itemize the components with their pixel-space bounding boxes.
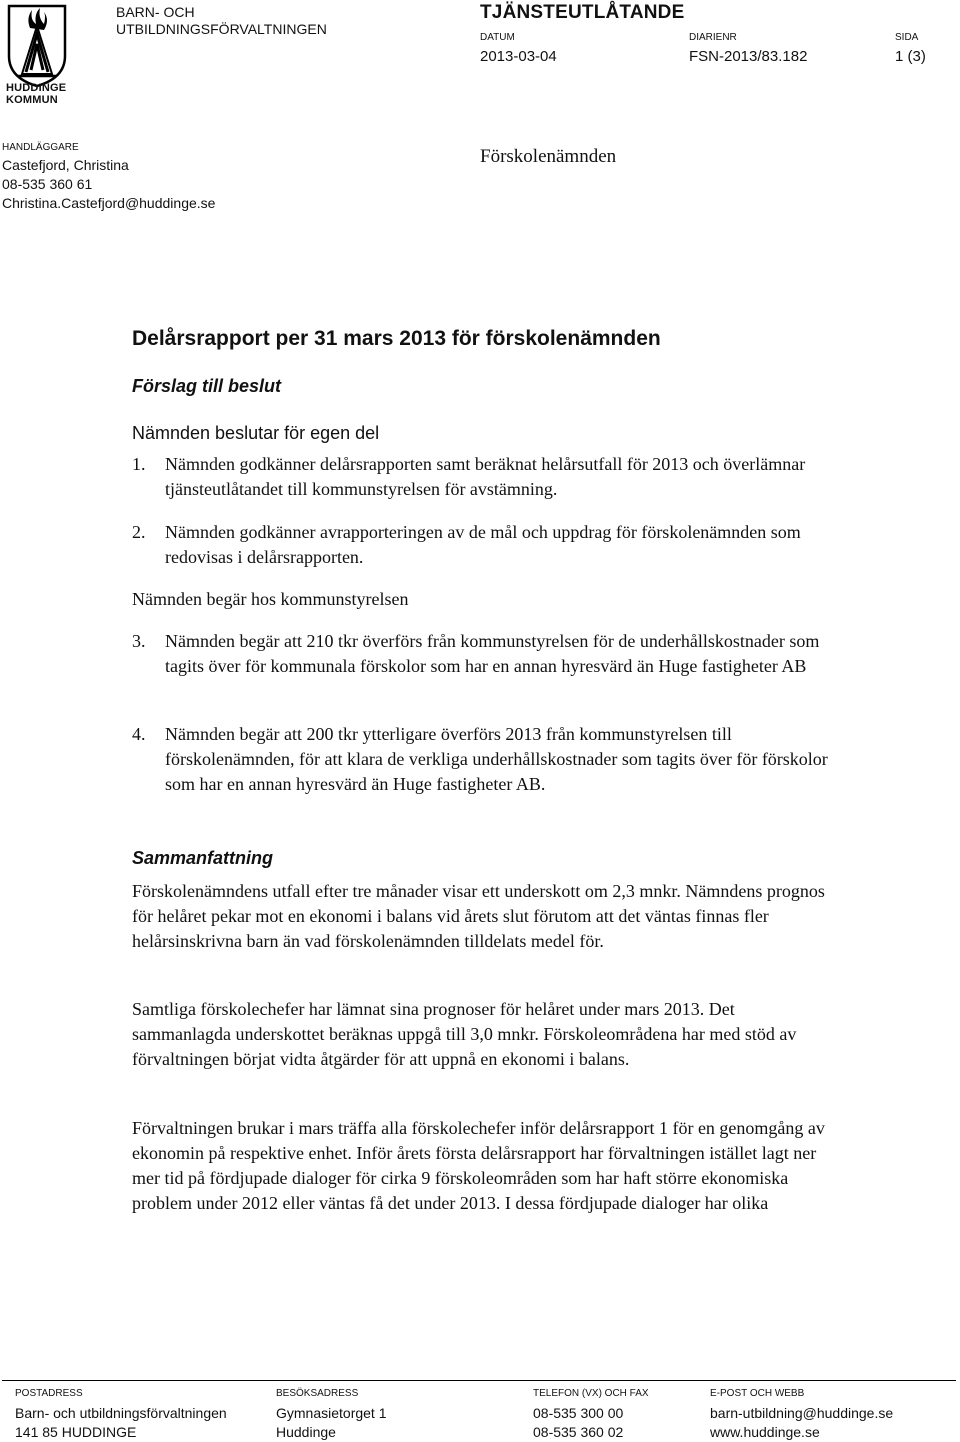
footer-post-line1: Barn- och utbildningsförvaltningen bbox=[15, 1405, 227, 1421]
ref-value: FSN-2013/83.182 bbox=[689, 48, 808, 65]
decision-item-number: 4. bbox=[132, 724, 146, 744]
decision-item-text: Nämnden godkänner delårsrapporten samt beräknat helårsutfall för 2013 och överlämnar tjänsteutlåtandet till kommunstyrelsen för avstämning. bbox=[165, 454, 806, 499]
footer-divider bbox=[2, 1380, 956, 1381]
decision-item-text: Nämnden begär att 210 tkr överförs från kommunstyrelsen för de underhållskostnader som tagits över för kommunala förskolor som har en annan hyresvärd än Huge fastigheter AB bbox=[165, 631, 820, 676]
footer-visit-line2: Huddinge bbox=[276, 1424, 336, 1440]
decision-item-text: Nämnden godkänner avrapporteringen av de mål och uppdrag för förskolenämnden som redovisas i delårsrapporten. bbox=[165, 522, 801, 567]
ref-label: DIARIENR bbox=[689, 32, 737, 43]
own-part-intro: Nämnden beslutar för egen del bbox=[132, 423, 380, 443]
page-label: SIDA bbox=[895, 32, 919, 43]
logo-text-line2: KOMMUN bbox=[6, 94, 58, 106]
org-line1: BARN- OCH bbox=[116, 4, 195, 20]
document-title: Delårsrapport per 31 mars 2013 för förskolenämnden bbox=[132, 327, 661, 350]
footer-web-label: E-POST OCH WEBB bbox=[710, 1388, 805, 1399]
decision-item-3 bbox=[132, 629, 832, 679]
logo-text-line1: HUDDINGE bbox=[6, 82, 67, 94]
decision-item-number: 1. bbox=[132, 454, 146, 474]
footer-post-line2: 141 85 HUDDINGE bbox=[15, 1424, 137, 1440]
footer-email: barn-utbildning@huddinge.se bbox=[710, 1405, 894, 1421]
footer-phone-line2: 08-535 360 02 bbox=[533, 1424, 624, 1440]
proposal-heading: Förslag till beslut bbox=[132, 376, 282, 396]
org-line2: UTBILDNINGSFÖRVALTNINGEN bbox=[116, 21, 327, 37]
handler-email: Christina.Castefjord@huddinge.se bbox=[2, 195, 216, 211]
date-label: DATUM bbox=[480, 32, 515, 43]
handler-phone: 08-535 360 61 bbox=[2, 176, 93, 192]
handler-label: HANDLÄGGARE bbox=[2, 142, 79, 153]
summary-paragraph-2: Samtliga förskolechefer har lämnat sina prognoser för helåret under mars 2013. Det sammanlagda underskottet beräknas uppgå till 3,0 mnkr. Förskoleområdena har med stöd av förvaltningen börjat vidta åtgärder för att uppnå en ekonomi i balans. bbox=[132, 999, 797, 1069]
handler-name: Castefjord, Christina bbox=[2, 157, 129, 173]
summary-heading: Sammanfattning bbox=[132, 848, 274, 868]
huddinge-kommun-logo bbox=[6, 4, 68, 106]
footer-visit-label: BESÖKSADRESS bbox=[276, 1388, 359, 1399]
decision-item-4 bbox=[132, 722, 832, 797]
summary-paragraph-1: Förskolenämndens utfall efter tre månader visar ett underskott om 2,3 mnkr. Nämndens prognos för helåret pekar mot en ekonomi i balans vid årets slut förutom att det väntas finnas fler helårsinskrivna barn än vad förskolenämnden tilldelats medel för. bbox=[132, 881, 825, 951]
decision-item-1 bbox=[132, 452, 832, 502]
recipient: Förskolenämnden bbox=[480, 146, 617, 167]
summary-paragraph-3: Förvaltningen brukar i mars träffa alla förskolechefer inför delårsrapport 1 för en genomgång av ekonomin på respektive enhet. Inför årets första delårsrapport har förvaltningen istället lagt ner mer tid på fördjupade dialoger för cirka 9 förskoleområden som har haft större ekonomiska problem under 2012 eller väntas få det under 2013. I dessa fördjupade dialoger har olika bbox=[132, 1118, 825, 1213]
organisation-name bbox=[116, 4, 327, 38]
page-number: 1 (3) bbox=[895, 48, 926, 65]
request-intro: Nämnden begär hos kommunstyrelsen bbox=[132, 589, 409, 609]
decision-item-number: 2. bbox=[132, 522, 146, 542]
footer-phone-label: TELEFON (VX) OCH FAX bbox=[533, 1388, 649, 1399]
date-value: 2013-03-04 bbox=[480, 48, 557, 65]
footer-visit-line1: Gymnasietorget 1 bbox=[276, 1405, 387, 1421]
footer-website: www.huddinge.se bbox=[710, 1424, 820, 1440]
footer-post-label: POSTADRESS bbox=[15, 1388, 83, 1399]
document-type: TJÄNSTEUTLÅTANDE bbox=[480, 2, 685, 23]
decision-item-text: Nämnden begär att 200 tkr ytterligare överförs 2013 från kommunstyrelsen till förskolenämnden, för att klara de verkliga underhållskostnader som tagits över för förskolor som har en annan hyresvärd än Huge fastigheter AB. bbox=[165, 724, 828, 794]
footer-phone-line1: 08-535 300 00 bbox=[533, 1405, 624, 1421]
decision-item-2 bbox=[132, 520, 832, 570]
decision-item-number: 3. bbox=[132, 631, 146, 651]
handler-block bbox=[2, 142, 215, 213]
